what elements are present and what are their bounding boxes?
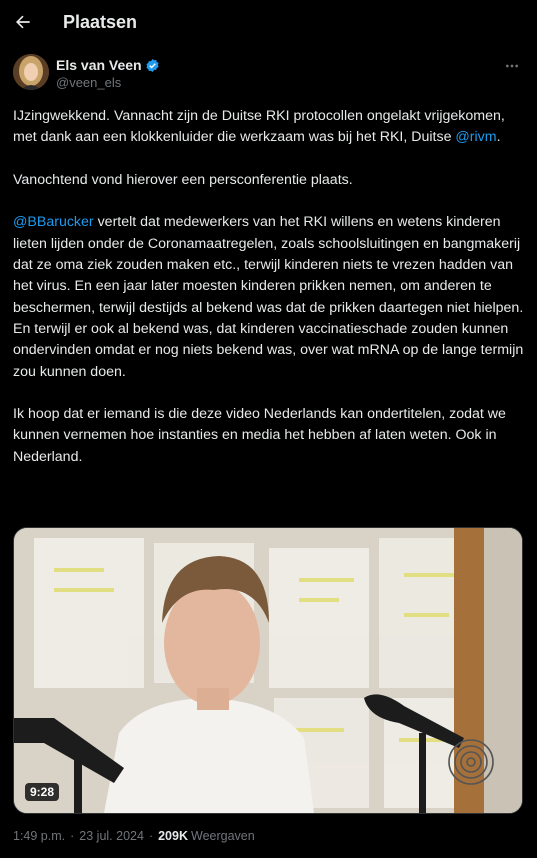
video-duration-badge: 9:28	[25, 783, 59, 801]
top-bar	[0, 0, 537, 44]
page-title: Plaatsen	[63, 11, 138, 32]
back-arrow-icon[interactable]	[11, 10, 35, 34]
views-count: 209K	[158, 829, 188, 843]
tweet-paragraph-2: Vanochtend vond hierover een persconferentie plaats.	[13, 171, 353, 188]
author-name-row[interactable]	[56, 57, 160, 73]
mention-bbarucker-link[interactable]: @BBarucker	[13, 214, 94, 231]
author-name[interactable]: Els van Veen	[56, 57, 142, 73]
separator-dot: ·	[148, 829, 154, 843]
separator-dot: ·	[70, 829, 75, 843]
verified-badge-icon	[145, 58, 160, 73]
video-player[interactable]	[13, 527, 523, 814]
avatar[interactable]	[13, 54, 49, 90]
tweet-date[interactable]: 23 jul. 2024	[79, 829, 144, 843]
tweet-paragraph-3: @BBarucker vertelt dat medewerkers van het RKI willens en wetens kinderen lieten lijden onder de Coronamaatregelen, zoals schoolsluitingen en bangmakerij dat ze oma ziek zouden maken etc., terwijl kinderen niets te vrezen hadden van het virus. En een jaar later moesten kinderen prikken nemen, om anderen te beschermen, terwijl destijds al bekend was dat de prikken daartegen niet hielpen. En terwijl er ook al bekend was, dat kinderen vaccinatieschade zouden kunnen ondervinden omdat er nog niets bekend was, over wat mRNA op de lange termijn zou kunnen doen.	[13, 214, 524, 380]
more-dots-icon[interactable]	[502, 56, 522, 76]
author-block	[13, 54, 524, 96]
video-thumbnail	[14, 528, 522, 813]
mention-rivm-link[interactable]: @rivm	[455, 129, 497, 146]
tweet-text	[13, 106, 525, 489]
tweet-paragraph-4: Ik hoop dat er iemand is die deze video Nederlands kan ondertitelen, zodat we kunnen vernemen hoe instanties en media het hebben af laten weten. Ook in Nederland.	[13, 406, 506, 465]
views-label: Weergaven	[191, 829, 255, 843]
author-handle[interactable]: @veen_els	[56, 75, 122, 90]
tweet-meta	[13, 829, 255, 843]
tweet-paragraph-1: IJzingwekkend. Vannacht zijn de Duitse RKI protocollen ongelakt vrijgekomen, met dank aan een klokkenluider die werkzaam was bij het RKI, Duitse @rivm.	[13, 108, 505, 146]
tweet-time[interactable]: 1:49 p.m.	[13, 829, 66, 843]
